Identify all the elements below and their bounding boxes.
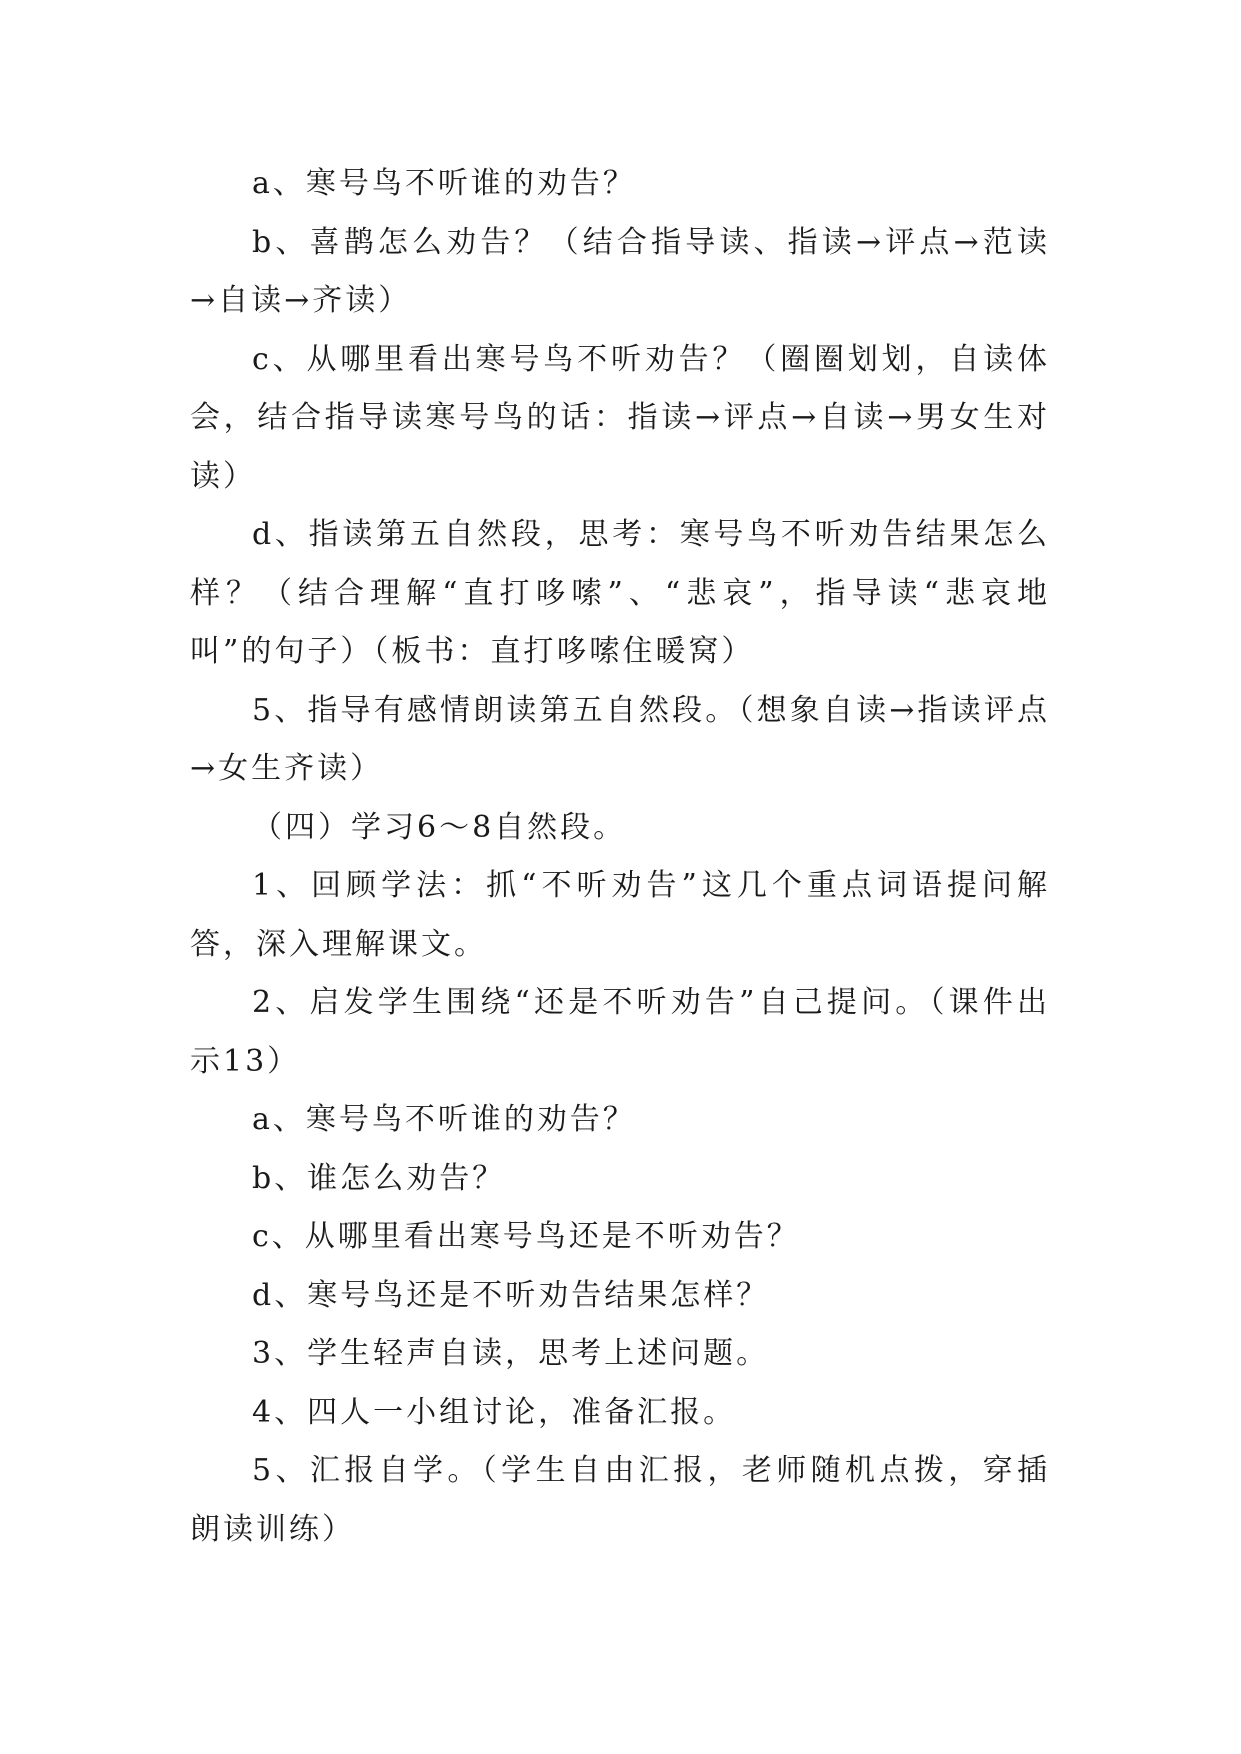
section-heading-4: （四）学习6～8自然段。 (252, 809, 627, 845)
paragraph-d-question: d、指读第五自然段，思考：寒号鸟不听劝告结果怎么样？（结合理解“直打哆嗦”、“悲哀”，指导读“悲哀地叫”的句子）（板书：直打哆嗦住暖窝） (190, 517, 1050, 669)
paragraph-d-question-2: d、寒号鸟还是不听劝告结果怎样？ (252, 1277, 770, 1313)
paragraph-b-question-2: b、谁怎么劝告？ (252, 1160, 506, 1196)
paragraph-a-question: a、寒号鸟不听谁的劝告？ (252, 166, 636, 201)
paragraph-a-question-2: a、寒号鸟不听谁的劝告？ (252, 1102, 636, 1137)
paragraph-step-4: 4、四人一小组讨论，准备汇报。 (252, 1394, 737, 1430)
paragraph-b-question: b、喜鹊怎么劝告？（结合指导读、指读→评点→范读→自读→齐读） (190, 224, 1050, 318)
document-body (190, 155, 1050, 1559)
paragraph-step-2: 2、启发学生围绕“还是不听劝告”自己提问。（课件出示13） (190, 985, 1050, 1079)
paragraph-step-1: 1、回顾学法：抓“不听劝告”这几个重点词语提问解答，深入理解课文。 (190, 868, 1050, 962)
paragraph-c-question: c、从哪里看出寒号鸟不听劝告？（圈圈划划，自读体会，结合指导读寒号鸟的话：指读→评点→自读→男女生对读） (190, 341, 1050, 494)
paragraph-c-question-2: c、从哪里看出寒号鸟还是不听劝告？ (252, 1219, 800, 1254)
paragraph-step-5: 5、指导有感情朗读第五自然段。（想象自读→指读评点→女生齐读） (190, 692, 1050, 786)
paragraph-step-5-report: 5、汇报自学。（学生自由汇报，老师随机点拨，穿插朗读训练） (190, 1453, 1050, 1547)
paragraph-step-3: 3、学生轻声自读，思考上述问题。 (252, 1336, 770, 1371)
